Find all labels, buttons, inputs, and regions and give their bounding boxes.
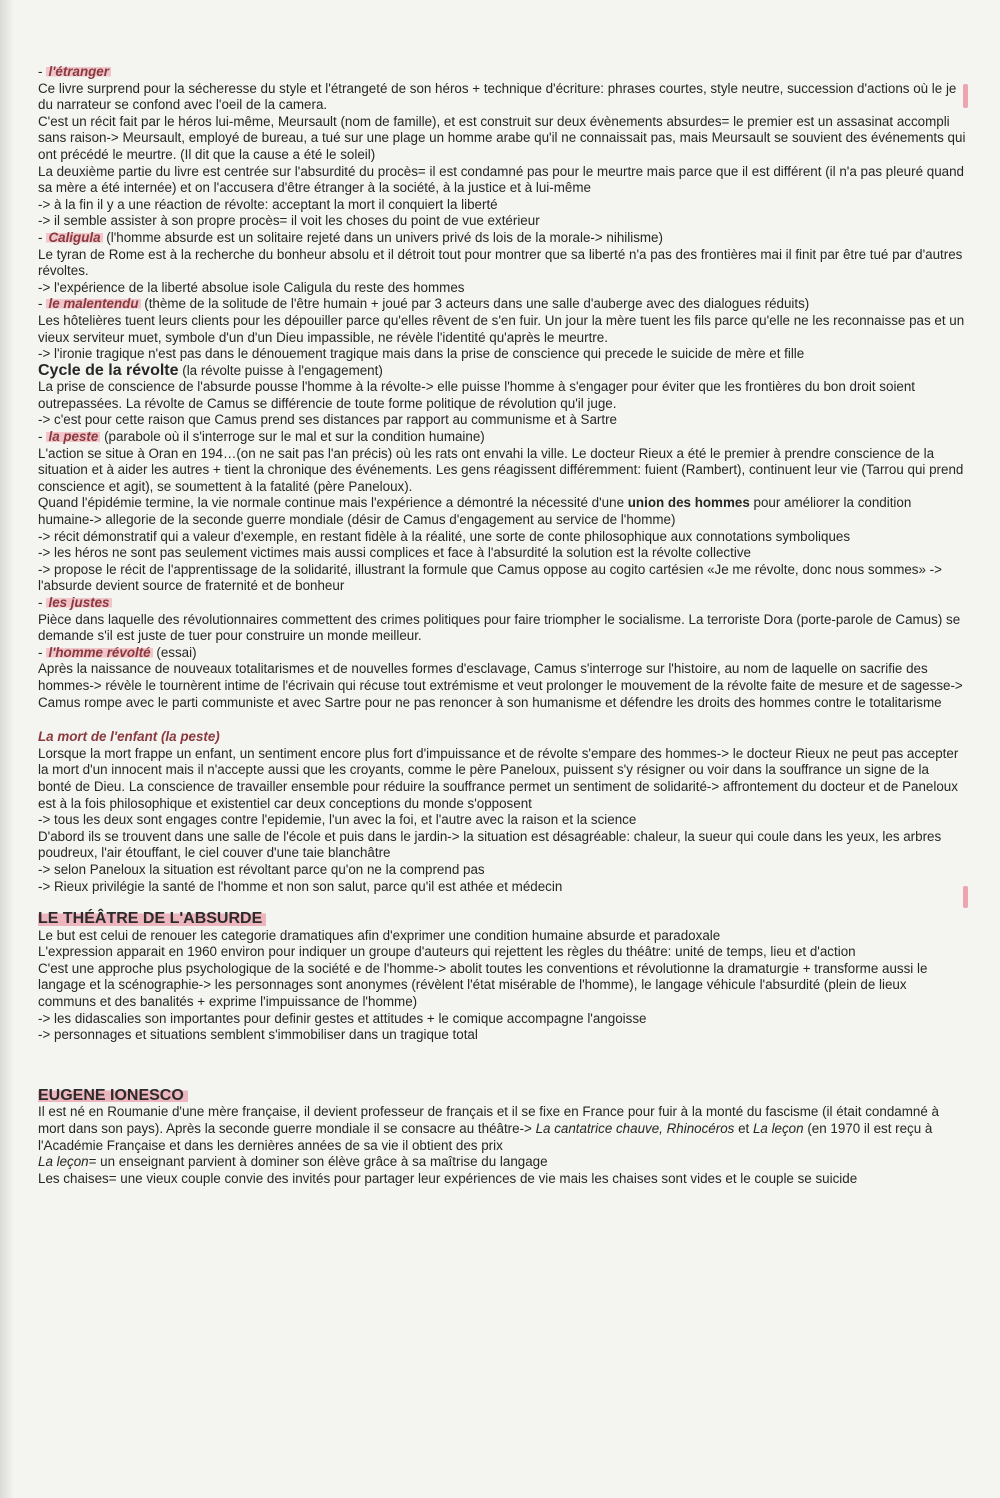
paragraph: -> l'ironie tragique n'est pas dans le dénouement tragique mais dans la prise de conscience qui precede le suicide de mère et fille [38,346,805,362]
paragraph: La prise de conscience de l'absurde pousse l'homme à la révolte-> elle puisse l'homme à s'engager pour éviter que les frontières du bon droit soient outrepassées. La révolte de Camus se différencie de toute forme politique de révolution qu'il juge. [38,379,916,411]
paragraph: -> c'est pour cette raison que Camus prend ses distances par rapport au communisme et à Sartre [38,412,618,428]
section-title: l'homme révolté [48,644,151,660]
paragraph: -> selon Paneloux la situation est révoltant parce qu'on ne la comprend pas [38,861,485,877]
paragraph: Le tyran de Rome est à la recherche du bonheur absolu et il détroit tout pour montrer que sa liberté n'a pas des frontières mai il finit par être tué par d'autres révoltes. [38,246,963,279]
bold-text: union des hommes [627,495,750,511]
paragraph: -> à la fin il y a une réaction de révolte: acceptant la mort il conquiert la liberté [38,196,498,212]
section-homme-revolte: - l'homme révolté (essai) Après la naissance de nouveaux totalitarismes et de nouvelles formes d'esclavage, Camus s'interroge sur l'histoire, au nom de laquelle on sacrifie des hommes-> révèle le tournèrent intime de l'écrivain qui récuse tout extrémisme et veut prolonger le mouvement de la révolte faite de mesure et de sagesse-> Camus rompe avec le parti communiste et avec Sartre pour ne pas renoncer à son humanisme et défendre les droits des hommes contre le totalitarisme [38,645,966,711]
paragraph: C'est une approche plus psychologique de la société e de l'homme-> abolit toutes les conventions et révolutionne la dramaturgie + transforme aussi le langage et la scénographie-> les personnages sont anonymes (révèlent l'état misérable de l'homme), le langage véhicule l'absurdité (plein de lieux communs et des banalités + exprime l'impuissance de l'homme) [38,960,928,1010]
paragraph: -> il semble assister à son propre procès= il voit les choses du point de vue extérieur [38,213,540,229]
paragraph: Après la naissance de nouveaux totalitarismes et de nouvelles formes d'esclavage, Camus s'interroge sur l'histoire, au nom de laquelle on sacrifie des hommes-> révèle le tournèrent intime de l'écrivain qui récuse tout extrémisme et veut prolonger le mouvement de la révolte faite de mesure et de sagesse-> Camus rompe avec le parti communiste et avec Sartre pour ne pas renoncer à son humanisme et défendre les droits des hommes contre le totalitarisme [38,661,963,710]
text-run: Il est né en Roumanie d'une mère française, il devient professeur de français et il se fixe en France pour fuir à la monté du fascisme (il était condamné à mort dans son pays). Après la seconde guerre mondiale il se consacre au théâtre-> [38,1104,939,1137]
section-intro: (l'homme absurde est un solitaire rejeté dans un univers privé ds lois de la morale-> nihilisme) [106,229,663,245]
section-peste: - la peste (parabole où il s'interroge sur le mal et sur la condition humaine) L'action se situe à Oran en 194…(on ne sait pas l'an précis) où les rats ont envahi la ville. Le docteur Rieux a été le premier à prendre conscience de la situation et à aider les autres + tient la chronique des événements. Les gens réagissent différemment: fuient (Rambert), continuent leur vie (Tarrou qui prend conscience et agit), se soumettent à la fatalité (père Paneloux). Quand l'épidémie termine, la vie normale continue mais l'expérience a démontré la nécessité d'une union des hommes pour améliorer la condition humaine-> allegorie de la seconde guerre mondiale (désir de Camus d'engagement au service de l'homme) -> récit démonstratif qui a valeur d'exemple, en restant fidèle à la réalité, une sorte de conte philosophique aux connotations symboliques -> les héros ne sont pas seulement victimes mais aussi complices et face à l'absurdité la solution est la révolte collective -> propose le récit de l'apprentissage de la solidarité, illustrant la formule que Camus oppose au cogito cartésien «Je me révolte, donc nous sommes» -> l'absurde devient source de fraternité et de bonheur [38,429,966,595]
paragraph: -> tous les deux sont engages contre l'epidemie, l'un avec la foi, et l'autre avec la raison et la science [38,812,637,828]
italic-text: La leçon [752,1121,804,1137]
paragraph: D'abord ils se trouvent dans une salle de l'école et puis dans le jardin-> la situation est désagréable: chaleur, la sueur qui coule dans les yeux, les arbres poudreux, l'air étouffant, le ciel couver d'une taie blanchâtre [38,828,942,861]
text-run: (en 1970 il est reçu à l'Académie Française et dans les dernières années de sa vie il obtient des prix [38,1121,933,1153]
notes-content [38,64,966,1187]
section-etranger: - l'étranger Ce livre surprend pour la sécheresse du style et l'étrangeté de son héros + technique d'écriture: phrases courtes, style neutre, succession d'actions où le je du narrateur se confond avec l'oeil de la camera. C'est un récit fait par le héros lui-même, Meursault (nom de famille), et est construit sur deux évènements absurdes= le premier est un assasinat accompli sans raison-> Meursault, employé de bureau, a tué sur une plage un homme arabe qu'il ne connaissait pas, mais Meursault se souvient des événements qui ont précédé le meurtre. (Il dit que la cause a été le soleil) La deuxième partie du livre est centrée sur l'absurdité du procès= il est condamné pas pour le meurtre mais parce que il est différent (il n'a pas pleuré quand sa mère a été internée) et on l'accusera d'être étranger à la société, à la justice et à lui-même -> à la fin il y a une réaction de révolte: acceptant la mort il conquiert la liberté -> il semble assister à son propre procès= il voit les choses du point de vue extérieur [38,64,966,229]
page-edge-shadow [0,0,14,1498]
paragraph: C'est un récit fait par le héros lui-même, Meursault (nom de famille), et est construit sur deux évènements absurdes= le premier est un assasinat accompli sans raison-> Meursault, employé de bureau, a tué sur une plage un homme arabe qu'il ne connaissait pas, mais Meursault se souvient des événements qui ont précédé le meurtre. (Il dit que la cause a été le soleil) [38,113,966,162]
italic-text: La cantatrice chauve, Rhinocéros [535,1121,735,1137]
text-run: Quand l'épidémie termine, la vie normale continue mais l'expérience a démontré la nécessité d'une [38,495,628,511]
paragraph: -> les héros ne sont pas seulement victimes mais aussi complices et face à l'absurdité la solution est la révolte collective [38,545,751,561]
section-intro: (la révolte puisse à l'engagement) [182,362,383,378]
section-intro: (essai) [156,644,197,660]
paragraph: -> personnages et situations semblent s'immobiliser dans un tragique total [38,1027,478,1043]
paragraph: Le but est celui de renouer les categorie dramatiques afin d'exprimer une condition humaine absurde et paradoxale [38,927,721,943]
section-heading: Cycle de la révolte [38,361,179,379]
section-title: le malentendu [48,296,139,312]
section-theatre-absurde [38,911,966,1044]
section-ionesco [38,1088,966,1188]
paragraph: Lorsque la mort frappe un enfant, un sentiment encore plus fort d'impuissance et de révolte s'empare des hommes-> le docteur Rieux ne peut pas accepter la mort d'un innocent mais il n'accepte aussi que les croyants, comme le père Paneloux, puissent s'y résigner ou voir dans la souffrance un signe de la bonté de Dieu. La conscience de travailler ensemble pour réduire la souffrance permet un sentiment de solidarité-> affrontement du docteur et de Paneloux est à la fois philosophique et existentiel car deux conceptions du monde s'opposent [38,745,959,811]
paragraph: Pièce dans laquelle des révolutionnaires commettent des crimes politiques pour faire triompher le socialisme. La terroriste Dora (porte-parole de Camus) se demande s'il est juste de tuer pour construire un monde meilleur. [38,611,961,644]
chapter-title: EUGENE IONESCO [38,1088,188,1105]
text-run: = un enseignant parvient à dominer son élève grâce à sa maîtrise du langage [88,1154,548,1170]
paragraph: Ce livre surprend pour la sécheresse du style et l'étrangeté de son héros + technique d'écriture: phrases courtes, style neutre, succession d'actions où le je du narrateur se confond avec l'oeil de la camera. [38,80,957,113]
section-intro: (parabole où il s'interroge sur le mal et sur la condition humaine) [104,429,485,445]
paragraph: Les chaises= une vieux couple convie des invités pour partager leur expériences de vie mais les chaises sont vides et le couple se suicide [38,1170,858,1186]
section-title: les justes [48,595,110,610]
section-title: la peste [48,429,99,445]
text-run: pour améliorer la condition humaine-> allegorie de la seconde guerre mondiale (désir de Camus d'engagement au service de l'homme) [38,495,912,528]
paragraph [38,495,966,528]
section-caligula: - Caligula (l'homme absurde est un solitaire rejeté dans un univers privé ds lois de la morale-> nihilisme) Le tyran de Rome est à la recherche du bonheur absolu et il détroit tout pour montrer que sa liberté n'a pas des frontières mai il finit par être tué par d'autres révoltes. -> l'expérience de la liberté absolue isole Caligula du reste des hommes [38,230,966,296]
section-mort-enfant [38,729,966,895]
italic-text: La leçon [38,1154,89,1170]
section-justes: - les justes Pièce dans laquelle des révolutionnaires commettent des crimes politiques pour faire triompher le socialisme. La terroriste Dora (porte-parole de Camus) se demande s'il est juste de tuer pour construire un monde meilleur. [38,595,966,645]
section-cycle-revolte [38,363,966,429]
paragraph: -> l'expérience de la liberté absolue isole Caligula du reste des hommes [38,279,465,295]
paragraph [38,1154,966,1171]
paragraph: -> propose le récit de l'apprentissage de la solidarité, illustrant la formule que Camus oppose au cogito cartésien «Je me révolte, donc nous sommes» -> l'absurde devient source de fraternité et de bonheur [38,561,942,594]
section-title: Caligula [48,229,101,245]
paragraph: La deuxième partie du livre est centrée sur l'absurdité du procès= il est condamné pas pour le meurtre mais parce que il est différent (il n'a pas pleuré quand sa mère a été internée) et on l'accusera d'être étranger à la société, à la justice et à lui-même [38,163,964,196]
paragraph: L'expression apparait en 1960 environ pour indiquer un groupe d'auteurs qui rejettent les règles du théâtre: unité de temps, lieu et d'action [38,944,856,960]
section-title: La mort de l'enfant (la peste) [38,729,220,745]
section-title: l'étranger [48,64,109,79]
paragraph: L'action se situe à Oran en 194…(on ne sait pas l'an précis) où les rats ont envahi la ville. Le docteur Rieux a été le premier à prendre conscience de la situation et à aider les autres + tient la chronique des événements. Les gens réagissent différemment: fuient (Rambert), continuent leur vie (Tarrou qui prend conscience et agit), se soumettent à la fatalité (père Paneloux). [38,445,964,494]
paragraph: Les hôtelières tuent leurs clients pour les dépouiller parce qu'elles rêvent de s'en fuir. Un jour la mère tuent les fils parce qu'elle ne les reconnaisse pas et un vieux serviteur muet, symbole d'un d'un Dieu impassible, ne révèle l'identité qu'après le meurtre. [38,312,965,345]
paragraph: -> les didascalies son importantes pour definir gestes et attitudes + le comique accompagne l'angoisse [38,1010,647,1026]
paragraph [38,1104,966,1154]
paragraph: -> Rieux privilégie la santé de l'homme et non son salut, parce qu'il est athée et médecin [38,878,563,894]
paragraph: -> récit démonstratif qui a valeur d'exemple, en restant fidèle à la réalité, une sorte de conte philosophique aux connotations symboliques [38,528,851,544]
section-intro: (thème de la solitude de l'être humain + joué par 3 acteurs dans une salle d'auberge avec des dialogues réduits) [144,296,810,312]
text-run: et [734,1121,753,1137]
section-malentendu: - le malentendu (thème de la solitude de l'être humain + joué par 3 acteurs dans une salle d'auberge avec des dialogues réduits) Les hôtelières tuent leurs clients pour les dépouiller parce qu'elles rêvent de s'en fuir. Un jour la mère tuent les fils parce qu'elle ne les reconnaisse pas et un vieux serviteur muet, symbole d'un d'un Dieu impassible, ne révèle l'identité qu'après le meurtre. -> l'ironie tragique n'est pas dans le dénouement tragique mais dans la prise de conscience qui precede le suicide de mère et fille [38,296,965,362]
chapter-title: LE THÉÂTRE DE L'ABSURDE [38,911,266,928]
